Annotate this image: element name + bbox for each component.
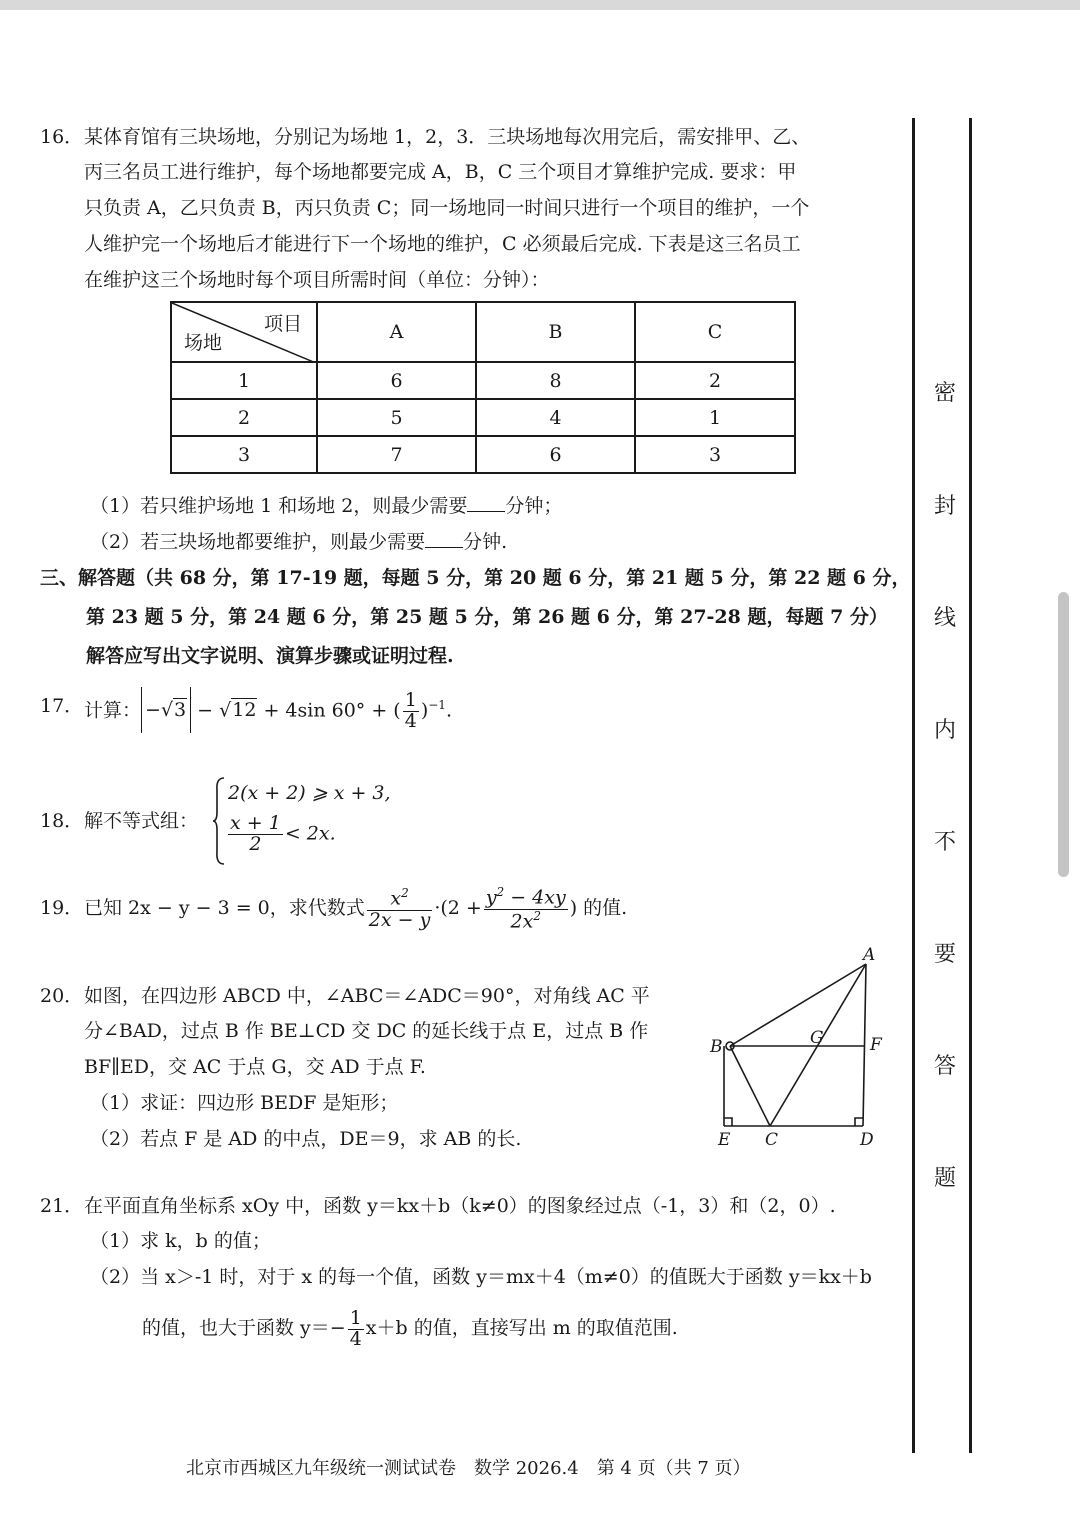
question-text-line: 丙三名员工进行维护，每个场地都要完成 A，B，C 三个项目才算维护完成. 要求：甲 (84, 161, 797, 183)
question-text-line: 某体育馆有三块场地，分别记为场地 1，2，3．三块场地每次用完后，需安排甲、乙、 (84, 126, 811, 148)
table-row (171, 399, 795, 436)
sub-question-2: （2）当 x＞-1 时，对于 x 的每一个值，函数 y＝mx＋4（m≠0）的值既大于函数 y＝kx＋b (90, 1266, 872, 1288)
question-number: 19． (40, 897, 84, 919)
section-heading-line: 第 23 题 5 分，第 24 题 6 分，第 25 题 5 分，第 26 题 6 分，第 27-28 题，每题 7 分） (86, 606, 888, 628)
table-cell: 8 (476, 362, 635, 399)
seal-char: 内 (933, 718, 956, 743)
label-a: A (863, 945, 876, 965)
sub-question-2-continued: 的值，也大于函数 y＝− $\frac{1}{4}$ x＋b 的值，直接写出 m 的取值范围. (142, 1306, 678, 1350)
sub-question-unit: 分钟. (463, 531, 508, 553)
geometry-figure (706, 942, 896, 1152)
sub-question-unit: 分钟； (505, 495, 563, 517)
right-angle-e (724, 1118, 732, 1126)
question-label: 计算： (84, 699, 142, 722)
browser-top-bar (0, 0, 1080, 10)
sub-question-2: （2）若点 F 是 AD 的中点，DE＝9，求 AB 的长. (90, 1128, 522, 1150)
table-cell: 7 (317, 436, 476, 473)
segment-ab (730, 964, 866, 1046)
sub-question-2 (90, 529, 507, 555)
sub-question-text: （1）若只维护场地 1 和场地 2，则最少需要 (90, 495, 468, 517)
question-label: 解不等式组： (84, 810, 199, 832)
sub-question-text: （2）若三块场地都要维护，则最少需要 (90, 531, 426, 553)
answer-blank[interactable] (467, 493, 505, 512)
table-cell: 5 (317, 399, 476, 436)
seal-char: 密 (933, 381, 956, 406)
fraction: $\frac{y^2 - 4xy}{2x^2}$ (485, 885, 566, 932)
label-g: G (810, 1028, 824, 1048)
seal-char: 封 (933, 494, 956, 519)
table-cell: 4 (476, 399, 635, 436)
question-text-line: 在平面直角坐标系 xOy 中，函数 y＝kx＋b（k≠0）的图象经过点（-1，3）和（2，0）. (84, 1195, 836, 1217)
question-text-line: 如图，在四边形 ABCD 中，∠ABC＝∠ADC＝90°，对角线 AC 平 (84, 985, 650, 1007)
column-header: B (476, 302, 635, 362)
binding-line-left (912, 118, 915, 1453)
seal-char: 要 (933, 942, 956, 967)
table-cell: 1 (635, 399, 795, 436)
seal-char: 答 (933, 1054, 956, 1079)
row-header: 2 (171, 399, 317, 436)
column-header: A (317, 302, 476, 362)
fraction: $\frac{x + 1}{2}$ (230, 812, 281, 855)
maintenance-time-table (170, 301, 796, 474)
table-cell: 2 (635, 362, 795, 399)
question-number: 16． (40, 126, 84, 148)
sqrt-12: 12 (232, 699, 257, 722)
table-row (171, 436, 795, 473)
question-text-line: 在维护这三个场地时每个项目所需时间（单位：分钟）： (84, 269, 550, 291)
segment-ad (863, 964, 866, 1126)
algebra-expression: 已知 2x − y − 3 = 0，求代数式 $\frac{x^2}{2x - y}$ ·(2 + $\frac{y^2 - 4xy}{2x^2}$ ) 的值. (84, 885, 628, 932)
label-e: E (718, 1130, 731, 1150)
right-angle-d (855, 1118, 863, 1126)
row-header: 1 (171, 362, 317, 399)
operator: − (191, 699, 220, 722)
question-number: 17． (40, 695, 84, 717)
label-b: B (710, 1037, 723, 1057)
table-corner-cell (171, 302, 317, 362)
table-cell: 6 (317, 362, 476, 399)
table-row (171, 362, 795, 399)
label-f: F (870, 1035, 882, 1055)
question-number: 21． (40, 1195, 84, 1217)
expression-part: + 4sin 60° + ( (257, 699, 401, 722)
fraction: $\frac{x^2}{2x - y}$ (368, 886, 431, 931)
page-footer: 北京市西城区九年级统一测试试卷 数学 2026.4 第 4 页（共 7 页） (186, 1458, 751, 1479)
section-heading-line: 三、解答题（共 68 分，第 17-19 题，每题 5 分，第 20 题 6 分，第 21 题 5 分，第 22 题 6 分， (40, 567, 911, 589)
sub-question-1: （1）求 k，b 的值； (90, 1230, 271, 1252)
inequality-2: $\frac{x + 1}{2}$ < 2x. (230, 812, 336, 855)
seal-char: 线 (933, 606, 956, 631)
binding-line-right (969, 118, 972, 1453)
column-header: C (635, 302, 795, 362)
label-c: C (765, 1130, 779, 1150)
section-heading-line: 解答应写出文字说明、演算步骤或证明过程. (86, 645, 454, 667)
question-number: 20． (40, 985, 84, 1007)
segment-bc (730, 1046, 770, 1126)
question-text-line: BF∥ED，交 AC 于点 G，交 AD 于点 F. (84, 1056, 426, 1078)
question-text-line: 分∠BAD，过点 B 作 BE⊥CD 交 DC 的延长线于点 E，过点 B 作 (84, 1020, 649, 1042)
table-cell: 6 (476, 436, 635, 473)
scrollbar-thumb[interactable] (1058, 592, 1069, 877)
brace-icon (212, 776, 226, 866)
fraction: $\frac{1}{4}$ (349, 1306, 362, 1350)
question-text-line: 只负责 A，乙只负责 B，丙只负责 C；同一场地同一时间只进行一个项目的维护，一个 (84, 197, 810, 219)
seal-char: 不 (933, 830, 956, 855)
seal-char: 题 (933, 1166, 956, 1191)
fraction: $\frac{1}{4}$ (404, 688, 417, 732)
answer-blank[interactable] (425, 529, 463, 548)
corner-label-bottom: 场地 (184, 332, 223, 354)
question-number: 18． (40, 810, 84, 832)
row-header: 3 (171, 436, 317, 473)
corner-label-top: 项目 (263, 313, 302, 335)
sub-question-1: （1）求证：四边形 BEDF 是矩形； (90, 1092, 399, 1114)
sub-question-1 (90, 493, 562, 519)
inequality-1: 2(x + 2) ⩾ x + 3, (228, 782, 391, 804)
table-cell: 3 (635, 436, 795, 473)
computation-expression: 计算： −√3 − √12 + 4sin 60° + ( $\frac{1}{4}$ )$^{-1}$. (84, 688, 452, 732)
absolute-value: −√3 (141, 687, 191, 733)
label-d: D (860, 1130, 874, 1150)
question-text-line: 人维护完一个场地后才能进行下一个场地的维护，C 必须最后完成. 下表是这三名员工 (84, 233, 801, 255)
